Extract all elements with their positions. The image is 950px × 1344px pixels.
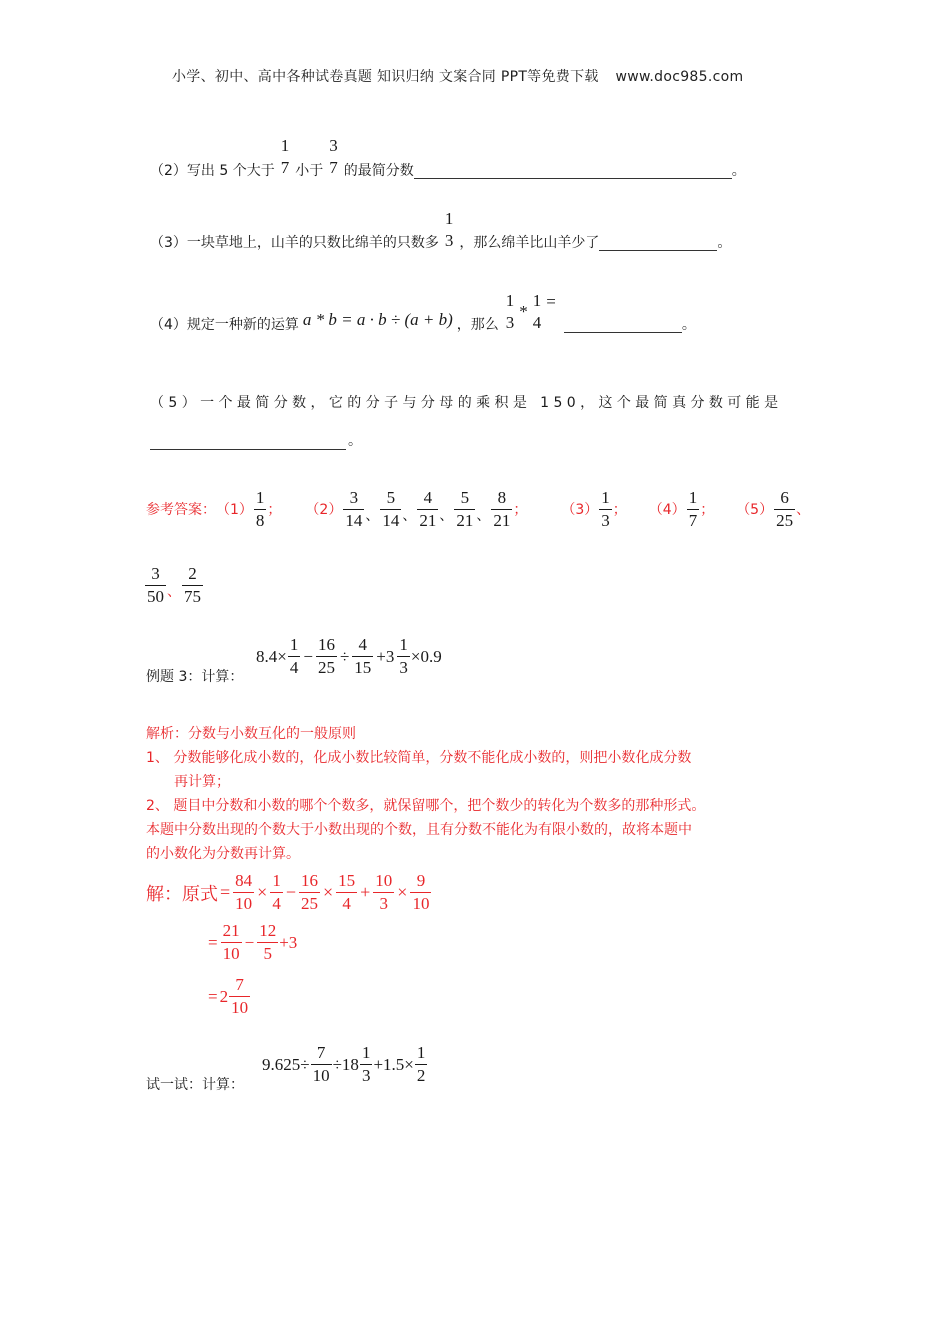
fraction — [360, 1042, 373, 1087]
numerator: 1 — [444, 209, 454, 228]
semicolon: ； — [513, 502, 528, 518]
equals-sign: = — [208, 986, 218, 1006]
q4-end: 。 — [681, 317, 696, 333]
term: ×0.9 — [410, 646, 442, 666]
numerator: 8 — [491, 487, 512, 510]
whole-number: 2 — [219, 986, 229, 1006]
analysis-point-1: 1、 分数能够化成小数的，化成小数比较简单，分数不能化成小数的，则把小数化成分数 — [146, 750, 692, 766]
semicolon: ； — [612, 502, 627, 518]
header-site-link[interactable]: www.doc985.com — [615, 69, 744, 85]
numerator: 16 — [299, 870, 320, 893]
reference-answers — [146, 484, 810, 534]
q3-suffix: ，那么绵羊比山羊少了 — [459, 235, 600, 251]
fraction — [299, 870, 320, 915]
q3-fraction — [443, 208, 456, 252]
denominator: 10 — [312, 1066, 330, 1085]
numerator: 1 — [599, 487, 612, 510]
denominator: 3 — [361, 1066, 371, 1085]
numerator: 5 — [380, 487, 401, 510]
separator: 、 — [402, 508, 417, 524]
denominator: 8 — [255, 510, 265, 530]
numerator: 15 — [336, 870, 357, 893]
denominator: 21 — [493, 510, 511, 530]
plus-term: +3 — [376, 646, 395, 666]
numerator: 3 — [343, 487, 364, 510]
try-it-label: 试一试：计算： — [146, 1077, 244, 1093]
numerator: 4 — [417, 487, 438, 510]
numerator: 1 — [532, 291, 542, 310]
separator: 、 — [476, 508, 491, 524]
q4-answer-blank[interactable] — [564, 331, 682, 333]
numerator: 3 — [145, 563, 166, 586]
separator: 、 — [167, 584, 181, 600]
fraction — [316, 634, 337, 679]
q4-prefix: （4）规定一种新的运算 — [150, 317, 299, 333]
answer-5-fraction-3 — [182, 563, 203, 608]
solution-label: 解：原式 — [146, 883, 218, 904]
denominator: 3 — [601, 510, 610, 530]
q3-answer-blank[interactable] — [599, 249, 717, 251]
plus-term: +3 — [279, 932, 298, 952]
denominator: 4 — [342, 894, 351, 913]
denominator: 10 — [235, 894, 253, 913]
q2-answer-blank[interactable] — [414, 177, 732, 179]
question-5 — [150, 392, 782, 412]
denominator: 21 — [456, 510, 474, 530]
numerator: 2 — [182, 563, 203, 586]
times-operator: × — [322, 882, 334, 902]
term: 8.4× — [256, 646, 287, 666]
denominator: 50 — [147, 586, 164, 606]
q2-fraction-2 — [327, 135, 340, 179]
numerator: 21 — [221, 920, 242, 943]
answer-1-fraction — [254, 487, 267, 532]
analysis-paragraph-line-1: 本题中分数出现的个数大于小数出现的个数，且有分数不能化为有限小数的，故将本题中 — [146, 822, 692, 838]
fraction — [233, 870, 254, 915]
numerator: 84 — [233, 870, 254, 893]
fraction — [417, 487, 438, 532]
denominator: 2 — [416, 1066, 426, 1085]
denominator: 4 — [289, 658, 299, 677]
q5-answer-blank[interactable] — [150, 448, 346, 450]
numerator: 1 — [360, 1042, 373, 1065]
equals-sign: = — [220, 882, 231, 902]
fraction — [336, 870, 357, 915]
answer-2-label: （2） — [305, 502, 343, 518]
denominator: 10 — [412, 894, 430, 913]
example-3-label: 例题 3：计算： — [146, 669, 244, 685]
fraction — [257, 920, 278, 965]
denominator: 5 — [263, 944, 272, 963]
equals-sign: = — [208, 932, 218, 952]
fraction — [454, 487, 475, 532]
solution-step-1 — [146, 870, 432, 915]
analysis-point-1-cont: 再计算； — [174, 774, 230, 790]
analysis-point-2: 2、 题目中分数和小数的哪个个数多，就保留哪个，把个数少的转化为个数多的那种形式。 — [146, 798, 706, 814]
denominator: 25 — [300, 894, 318, 913]
numerator: 1 — [687, 487, 700, 510]
minus-operator: − — [303, 646, 313, 666]
answer-1-label: （1） — [216, 502, 253, 518]
q5-end: 。 — [348, 433, 362, 449]
denominator: 21 — [419, 510, 437, 530]
fraction — [270, 870, 283, 915]
header-text: 小学、初中、高中各种试卷真题 知识归纳 文案合同 PPT等免费下载 — [172, 69, 599, 85]
numerator: 7 — [311, 1042, 332, 1065]
numerator: 10 — [373, 870, 394, 893]
equals-sign: = — [546, 292, 556, 311]
separator: 、 — [365, 508, 380, 524]
q2-prefix: （2）写出 5 个大于 — [150, 163, 275, 179]
numerator: 6 — [774, 487, 795, 510]
numerator: 4 — [352, 634, 373, 657]
denominator: 7 — [688, 510, 698, 530]
fraction — [221, 920, 242, 965]
numerator: 3 — [329, 136, 338, 155]
star-operator: * — [519, 302, 528, 321]
fraction — [373, 870, 394, 915]
numerator: 12 — [257, 920, 278, 943]
answer-4-label: （4） — [648, 502, 686, 518]
q2-mid: 小于 — [295, 163, 324, 179]
denominator: 7 — [329, 158, 338, 177]
q4-mid: ，那么 — [456, 317, 499, 333]
numerator: 1 — [288, 634, 301, 657]
page-header — [172, 66, 743, 86]
analysis-paragraph-line-2: 的小数化为分数再计算。 — [146, 846, 300, 862]
example-3-expression — [256, 634, 442, 679]
denominator: 4 — [532, 313, 542, 332]
answer-3-label: （3） — [561, 502, 599, 518]
q3-prefix: （3）一块草地上，山羊的只数比绵羊的只数多 — [150, 235, 439, 251]
fraction — [410, 870, 431, 915]
analysis-block — [146, 722, 705, 866]
denominator: 10 — [222, 944, 240, 963]
numerator: 1 — [280, 136, 290, 155]
reference-answers-cont — [144, 560, 204, 610]
solution-step-1-terms — [232, 870, 432, 915]
plus-operator: + — [360, 882, 371, 902]
answer-5-fraction-2 — [145, 563, 166, 608]
denominator: 14 — [345, 510, 363, 530]
answers-label: 参考答案： — [146, 502, 216, 518]
fraction — [288, 634, 301, 679]
numerator: 16 — [316, 634, 337, 657]
solution-step-2 — [206, 920, 297, 965]
denominator: 4 — [272, 894, 281, 913]
numerator: 9 — [410, 870, 431, 893]
fraction — [229, 974, 250, 1019]
term: ÷18 — [332, 1054, 359, 1074]
numerator: 7 — [229, 974, 250, 997]
denominator: 15 — [354, 658, 372, 677]
fraction — [343, 487, 364, 532]
q2-suffix: 的最简分数 — [343, 163, 414, 179]
answer-2-fractions — [342, 487, 513, 532]
q5-text: （5）一个最简分数，它的分子与分母的乘积是 150，这个最简真分数可能是 — [150, 395, 783, 411]
semicolon: ； — [267, 502, 282, 518]
try-it-expression — [262, 1042, 428, 1087]
fraction — [311, 1042, 332, 1087]
q4-fraction-2 — [531, 290, 544, 334]
denominator: 25 — [776, 510, 794, 530]
term: 9.625÷ — [262, 1054, 310, 1074]
denominator: 10 — [231, 998, 249, 1017]
minus-operator: − — [244, 932, 255, 952]
question-2 — [150, 136, 746, 192]
answer-5-fraction-1 — [774, 487, 795, 532]
denominator: 25 — [317, 658, 335, 677]
q3-end: 。 — [717, 235, 732, 251]
separator: 、 — [796, 502, 811, 518]
numerator: 1 — [415, 1042, 428, 1065]
solution-step-3 — [206, 974, 251, 1019]
denominator: 3 — [505, 313, 515, 332]
analysis-title: 解析：分数与小数互化的一般原则 — [146, 726, 356, 742]
semicolon: ； — [700, 502, 715, 518]
numerator: 1 — [397, 634, 410, 657]
fraction — [380, 487, 401, 532]
answer-3-fraction — [599, 487, 612, 532]
denominator: 14 — [382, 510, 400, 530]
numerator: 1 — [254, 487, 267, 510]
q4-expression — [503, 290, 558, 334]
q2-end: 。 — [731, 163, 746, 179]
answer-4-fraction — [687, 487, 700, 532]
denominator: 3 — [379, 894, 389, 913]
fraction — [397, 634, 410, 679]
question-3 — [150, 209, 732, 264]
fraction — [415, 1042, 428, 1087]
numerator: 5 — [454, 487, 475, 510]
answer-5-label: （5） — [736, 502, 774, 518]
term: +1.5× — [373, 1054, 414, 1074]
denominator: 7 — [280, 158, 290, 177]
times-operator: × — [257, 882, 268, 902]
q4-operation-rule: a * b = a · b ÷ (a + b) — [302, 310, 453, 329]
denominator: 75 — [184, 586, 201, 606]
q2-fraction-1 — [279, 135, 292, 179]
fraction — [352, 634, 373, 679]
fraction — [491, 487, 512, 532]
question-4 — [150, 291, 696, 346]
divide-operator: ÷ — [339, 646, 350, 666]
denominator: 3 — [399, 658, 408, 677]
minus-operator: − — [285, 882, 296, 902]
separator: 、 — [439, 508, 454, 524]
q4-fraction-1 — [504, 290, 517, 334]
times-operator: × — [397, 882, 408, 902]
numerator: 1 — [270, 870, 283, 893]
numerator: 1 — [505, 291, 515, 310]
question-5-answer-line — [150, 430, 362, 450]
denominator: 3 — [444, 231, 454, 250]
